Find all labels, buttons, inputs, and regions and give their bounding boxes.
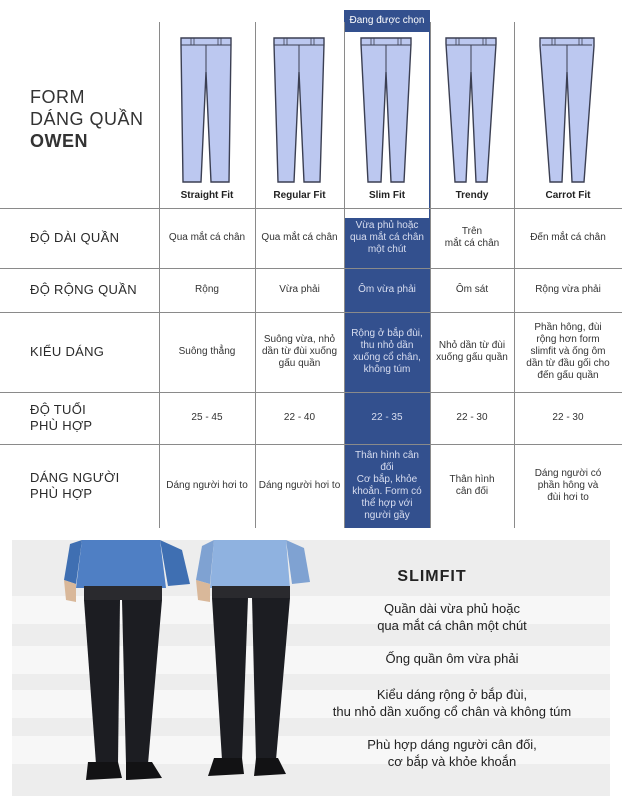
table-cell: Qua mắt cá chân xyxy=(168,232,246,243)
brand-line-1: FORM xyxy=(30,87,85,107)
table-cell: Suông thẳng xyxy=(178,346,236,357)
feature-point: Kiểu dáng rộng ở bắp đùi, thu nhỏ dần xuống cổ chân và không túm xyxy=(332,687,572,719)
fit-name: Trendy xyxy=(455,190,489,201)
slimfit-panel xyxy=(12,540,610,796)
brand-title xyxy=(30,86,160,152)
row-label: ĐỘ DÀI QUẦN xyxy=(30,230,120,245)
table-cell: Rộng xyxy=(195,284,219,295)
fit-name: Regular Fit xyxy=(273,190,326,201)
fit-header-2[interactable] xyxy=(344,22,430,208)
feature-point: Quần dài vừa phủ hoặc qua mắt cá chân một chút xyxy=(377,601,527,633)
feature-point: Ống quần ôm vừa phải xyxy=(385,651,519,666)
table-cell: Ôm sát xyxy=(455,284,489,295)
table-cell: Nhỏ dần từ đùi xuống gấu quần xyxy=(436,340,508,363)
table-cell: 22 - 30 xyxy=(456,412,488,423)
table-cell: 22 - 40 xyxy=(283,412,316,423)
panel-title: SLIMFIT xyxy=(397,568,467,585)
table-cell: Trên mắt cá chân xyxy=(444,226,500,249)
row-label: ĐỘ TUỔI PHÙ HỢP xyxy=(30,402,93,433)
table-cell: 25 - 45 xyxy=(191,412,223,423)
pants-icon xyxy=(538,32,598,186)
fit-name: Carrot Fit xyxy=(545,190,591,201)
table-cell: Rộng vừa phải xyxy=(535,284,601,295)
models-photo xyxy=(64,540,314,796)
table-cell: Rộng ở bắp đùi, thu nhỏ dần xuống cổ chân, không túm xyxy=(351,328,423,375)
fit-header-1[interactable] xyxy=(255,22,344,208)
pants-icon xyxy=(270,32,330,186)
brand-line-3: OWEN xyxy=(30,131,88,151)
selected-badge: Đang được chọn xyxy=(344,10,430,32)
pants-icon xyxy=(442,32,502,186)
table-cell: Vừa phải xyxy=(279,284,320,295)
table-cell: Ôm vừa phải xyxy=(358,284,416,295)
row-label: ĐỘ RỘNG QUẦN xyxy=(30,282,137,297)
table-cell: Thân hình cân đối xyxy=(449,474,495,497)
fit-header-4[interactable] xyxy=(514,22,622,208)
feature-point: Phù hợp dáng người cân đối, cơ bắp và khỏe khoắn xyxy=(367,737,537,769)
table-cell: Đến mắt cá chân xyxy=(530,232,606,243)
table-cell: Dáng người có phần hông và đùi hơi to xyxy=(534,468,602,503)
table-cell: Thân hình cân đối Cơ bắp, khỏe khoắn. Form có thể hợp với người gầy xyxy=(352,450,422,521)
table-cell: Dáng người hơi to xyxy=(258,480,341,491)
table-cell: Vừa phủ hoặc qua mắt cá chân một chút xyxy=(350,220,424,255)
table-cell: Phần hông, đùi rộng hơn form slimfit và ống ôm dần từ đầu gối cho đến gấu quần xyxy=(526,322,610,381)
table-cell: Suông vừa, nhỏ dần từ đùi xuống gấu quần xyxy=(261,334,338,369)
fit-header-3[interactable] xyxy=(430,22,514,208)
pants-icon xyxy=(177,32,237,186)
pants-icon xyxy=(357,32,417,186)
fit-name: Straight Fit xyxy=(180,190,234,201)
brand-line-2: DÁNG QUẦN xyxy=(30,109,144,129)
row-label: KIỂU DÁNG xyxy=(30,344,105,359)
table-cell: Qua mắt cá chân xyxy=(261,232,338,243)
row-label: DÁNG NGƯỜI PHÙ HỢP xyxy=(30,470,120,501)
table-cell: 22 - 30 xyxy=(552,412,584,423)
fit-header-0[interactable] xyxy=(159,22,255,208)
fit-name: Slim Fit xyxy=(368,190,406,201)
table-cell: 22 - 35 xyxy=(371,412,403,423)
table-cell: Dáng người hơi to xyxy=(166,480,248,491)
